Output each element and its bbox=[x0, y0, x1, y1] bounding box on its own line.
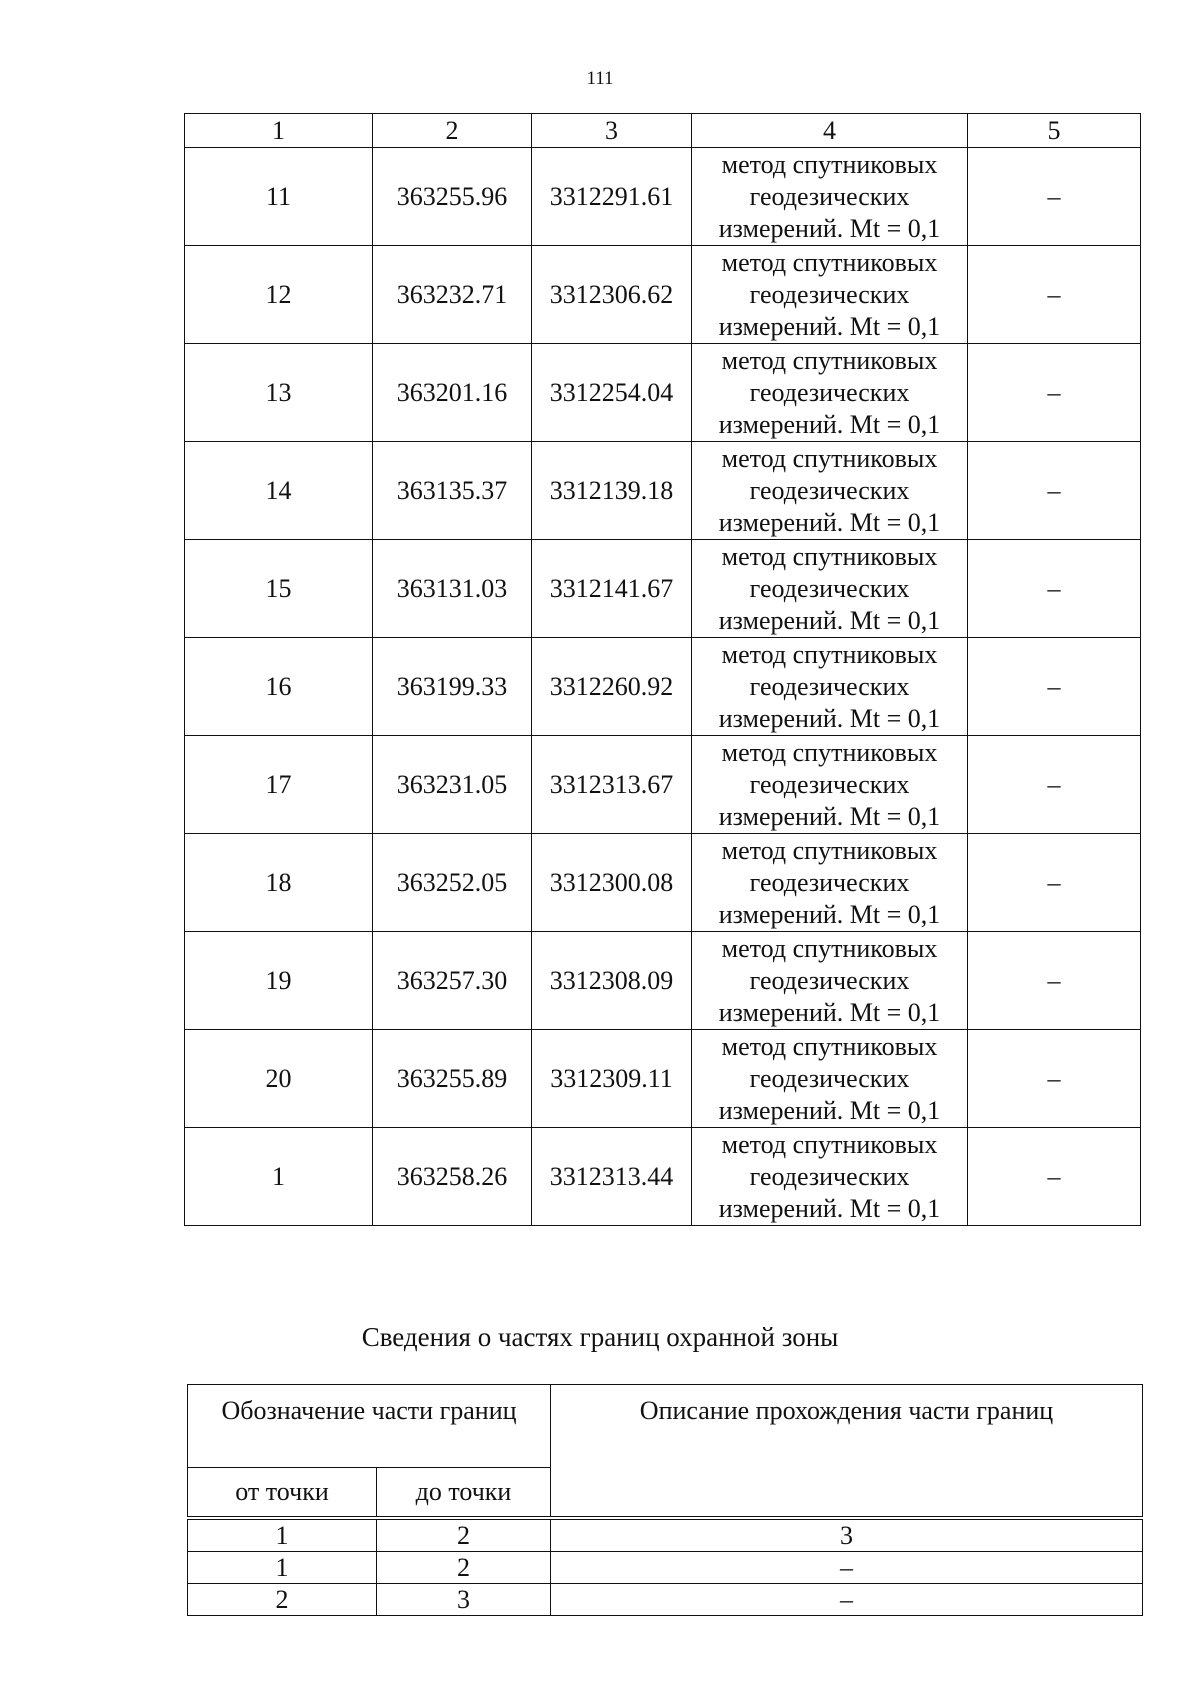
to-point-header: до точки bbox=[377, 1468, 551, 1519]
table-row bbox=[185, 540, 1141, 638]
method-line: метод спутниковых bbox=[721, 443, 938, 473]
table-row bbox=[185, 442, 1141, 540]
column-number-2: 2 bbox=[377, 1518, 551, 1552]
x-coordinate-cell: 363257.30 bbox=[373, 932, 532, 1030]
description-cell: – bbox=[968, 148, 1141, 246]
method-line: геодезических bbox=[749, 769, 910, 799]
page-number: 111 bbox=[586, 68, 614, 89]
description-cell: – bbox=[968, 932, 1141, 1030]
description-cell: – bbox=[968, 344, 1141, 442]
method-line: геодезических bbox=[749, 1161, 910, 1191]
x-coordinate-cell: 363255.89 bbox=[373, 1030, 532, 1128]
method-line: измерений. Mt = 0,1 bbox=[718, 605, 941, 635]
point-number-cell: 13 bbox=[185, 344, 373, 442]
table-row bbox=[185, 246, 1141, 344]
method-cell bbox=[692, 442, 968, 540]
y-coordinate-cell: 3312141.67 bbox=[532, 540, 692, 638]
method-cell bbox=[692, 638, 968, 736]
method-line: измерений. Mt = 0,1 bbox=[718, 311, 941, 341]
point-number-cell: 14 bbox=[185, 442, 373, 540]
method-line: измерений. Mt = 0,1 bbox=[718, 507, 941, 537]
x-coordinate-cell: 363255.96 bbox=[373, 148, 532, 246]
table-row bbox=[185, 1030, 1141, 1128]
method-line: геодезических bbox=[749, 573, 910, 603]
description-header: Описание прохождения части границ bbox=[551, 1385, 1143, 1519]
method-cell bbox=[692, 736, 968, 834]
y-coordinate-cell: 3312260.92 bbox=[532, 638, 692, 736]
y-coordinate-cell: 3312254.04 bbox=[532, 344, 692, 442]
x-coordinate-cell: 363135.37 bbox=[373, 442, 532, 540]
boundary-parts-table bbox=[187, 1384, 1143, 1616]
method-cell bbox=[692, 148, 968, 246]
y-coordinate-cell: 3312291.61 bbox=[532, 148, 692, 246]
point-number-cell: 16 bbox=[185, 638, 373, 736]
table-row bbox=[185, 344, 1141, 442]
y-coordinate-cell: 3312308.09 bbox=[532, 932, 692, 1030]
method-line: измерений. Mt = 0,1 bbox=[718, 899, 941, 929]
method-line: измерений. Mt = 0,1 bbox=[718, 1095, 941, 1125]
from-point-cell: 2 bbox=[188, 1584, 377, 1616]
method-line: измерений. Mt = 0,1 bbox=[718, 409, 941, 439]
description-cell: – bbox=[968, 540, 1141, 638]
method-line: геодезических bbox=[749, 867, 910, 897]
y-coordinate-cell: 3312309.11 bbox=[532, 1030, 692, 1128]
method-cell bbox=[692, 1030, 968, 1128]
column-number-4: 4 bbox=[692, 114, 968, 148]
method-line: метод спутниковых bbox=[721, 541, 938, 571]
method-line: метод спутниковых bbox=[721, 737, 938, 767]
point-number-cell: 15 bbox=[185, 540, 373, 638]
method-line: измерений. Mt = 0,1 bbox=[718, 801, 941, 831]
designation-header: Обозначение части границ bbox=[188, 1385, 551, 1468]
column-number-row bbox=[188, 1518, 1143, 1552]
method-cell bbox=[692, 1128, 968, 1226]
point-number-cell: 18 bbox=[185, 834, 373, 932]
column-number-3: 3 bbox=[532, 114, 692, 148]
table-row bbox=[185, 736, 1141, 834]
y-coordinate-cell: 3312313.44 bbox=[532, 1128, 692, 1226]
to-point-cell: 3 bbox=[377, 1584, 551, 1616]
method-line: метод спутниковых bbox=[721, 835, 938, 865]
part-description-cell: – bbox=[551, 1584, 1143, 1616]
method-line: метод спутниковых bbox=[721, 639, 938, 669]
description-cell: – bbox=[968, 1128, 1141, 1226]
x-coordinate-cell: 363199.33 bbox=[373, 638, 532, 736]
description-cell: – bbox=[968, 246, 1141, 344]
point-number-cell: 1 bbox=[185, 1128, 373, 1226]
y-coordinate-cell: 3312139.18 bbox=[532, 442, 692, 540]
y-coordinate-cell: 3312313.67 bbox=[532, 736, 692, 834]
method-line: метод спутниковых bbox=[721, 247, 938, 277]
method-line: геодезических bbox=[749, 377, 910, 407]
table-row bbox=[185, 638, 1141, 736]
from-point-cell: 1 bbox=[188, 1552, 377, 1584]
table-row bbox=[188, 1552, 1143, 1584]
point-number-cell: 20 bbox=[185, 1030, 373, 1128]
description-cell: – bbox=[968, 834, 1141, 932]
column-number-1: 1 bbox=[185, 114, 373, 148]
table-header-row bbox=[185, 114, 1141, 148]
point-number-cell: 11 bbox=[185, 148, 373, 246]
column-number-3: 3 bbox=[551, 1518, 1143, 1552]
x-coordinate-cell: 363232.71 bbox=[373, 246, 532, 344]
table-row bbox=[185, 1128, 1141, 1226]
method-line: геодезических bbox=[749, 1063, 910, 1093]
table-row bbox=[188, 1584, 1143, 1616]
column-number-1: 1 bbox=[188, 1518, 377, 1552]
y-coordinate-cell: 3312306.62 bbox=[532, 246, 692, 344]
x-coordinate-cell: 363231.05 bbox=[373, 736, 532, 834]
coordinates-table bbox=[184, 113, 1141, 1226]
method-line: метод спутниковых bbox=[721, 345, 938, 375]
x-coordinate-cell: 363201.16 bbox=[373, 344, 532, 442]
method-line: метод спутниковых bbox=[721, 149, 938, 179]
x-coordinate-cell: 363252.05 bbox=[373, 834, 532, 932]
method-line: геодезических bbox=[749, 475, 910, 505]
column-number-5: 5 bbox=[968, 114, 1141, 148]
method-line: метод спутниковых bbox=[721, 1129, 938, 1159]
description-cell: – bbox=[968, 442, 1141, 540]
description-cell: – bbox=[968, 1030, 1141, 1128]
method-cell bbox=[692, 834, 968, 932]
method-line: измерений. Mt = 0,1 bbox=[718, 213, 941, 243]
method-cell bbox=[692, 932, 968, 1030]
x-coordinate-cell: 363258.26 bbox=[373, 1128, 532, 1226]
point-number-cell: 12 bbox=[185, 246, 373, 344]
part-description-cell: – bbox=[551, 1552, 1143, 1584]
method-line: измерений. Mt = 0,1 bbox=[718, 1193, 941, 1223]
section-title: Сведения о частях границ охранной зоны bbox=[361, 1322, 839, 1352]
method-cell bbox=[692, 246, 968, 344]
method-line: метод спутниковых bbox=[721, 933, 938, 963]
method-line: геодезических bbox=[749, 279, 910, 309]
method-line: геодезических bbox=[749, 671, 910, 701]
from-point-header: от точки bbox=[188, 1468, 377, 1519]
table-row bbox=[185, 834, 1141, 932]
method-cell bbox=[692, 344, 968, 442]
method-line: измерений. Mt = 0,1 bbox=[718, 703, 941, 733]
method-cell bbox=[692, 540, 968, 638]
column-number-2: 2 bbox=[373, 114, 532, 148]
method-line: метод спутниковых bbox=[721, 1031, 938, 1061]
method-line: геодезических bbox=[749, 965, 910, 995]
description-cell: – bbox=[968, 638, 1141, 736]
method-line: геодезических bbox=[749, 181, 910, 211]
point-number-cell: 17 bbox=[185, 736, 373, 834]
description-cell: – bbox=[968, 736, 1141, 834]
y-coordinate-cell: 3312300.08 bbox=[532, 834, 692, 932]
x-coordinate-cell: 363131.03 bbox=[373, 540, 532, 638]
table-row bbox=[185, 148, 1141, 246]
method-line: измерений. Mt = 0,1 bbox=[718, 997, 941, 1027]
point-number-cell: 19 bbox=[185, 932, 373, 1030]
table-row bbox=[185, 932, 1141, 1030]
to-point-cell: 2 bbox=[377, 1552, 551, 1584]
